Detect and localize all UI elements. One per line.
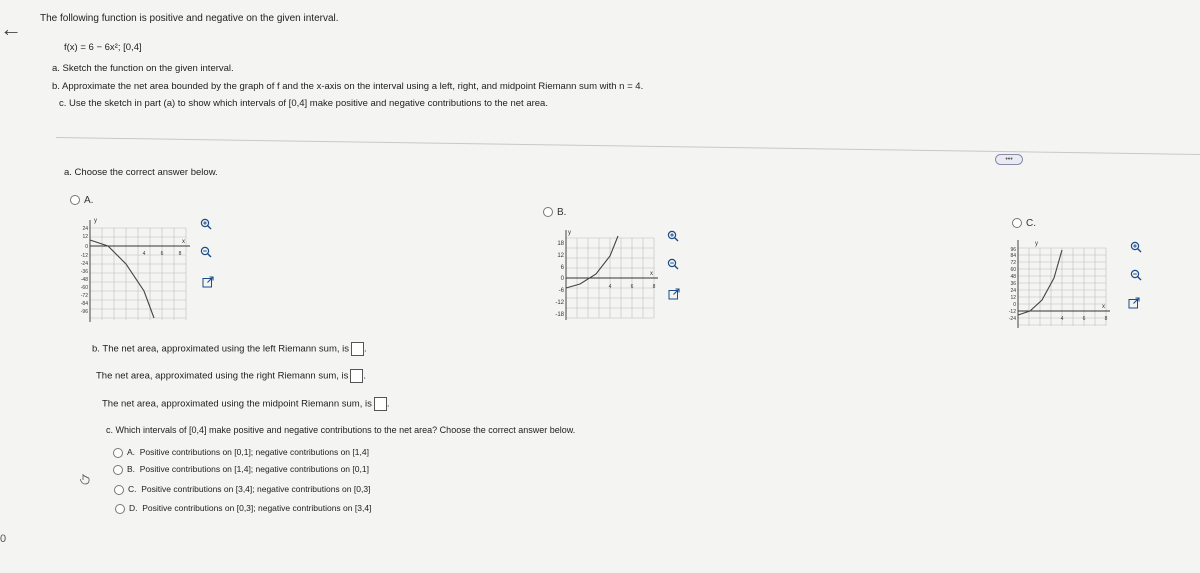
graph-a-ytick: -96 [80, 309, 88, 315]
graph-a-xtick: 6 [160, 251, 164, 257]
graph-b-xtick: 8 [652, 284, 656, 290]
part-a-instruction: a. Sketch the function on the given interval. [52, 63, 234, 74]
popout-icon[interactable] [1128, 297, 1140, 309]
graph-c-ytick: 36 [1010, 281, 1016, 287]
zoom-in-icon[interactable] [1130, 241, 1142, 253]
left-riemann-period: . [364, 343, 367, 355]
part-a-choose-label: a. Choose the correct answer below. [64, 167, 218, 178]
option-c-label: C. [1026, 218, 1036, 229]
part-c-option-a-radio[interactable] [113, 448, 123, 458]
graph-c-xtick: 8 [1104, 316, 1108, 322]
popout-icon[interactable] [668, 288, 680, 300]
part-c-instruction: c. Use the sketch in part (a) to show which intervals of [0,4] make positive and negative contributions to the net area. [59, 98, 548, 109]
graph-c-ytick: 72 [1010, 260, 1016, 266]
edge-label: 0 [0, 533, 7, 545]
graph-b-ytick: -18 [555, 312, 564, 318]
graph-b-ytick: 0 [560, 276, 564, 282]
graph-a [78, 210, 198, 324]
graph-a-ytick: -72 [80, 293, 88, 299]
graph-c-ytick: -24 [1008, 316, 1016, 322]
graph-b-x-axis-label: x [650, 271, 653, 277]
graph-c-ytick: 12 [1010, 295, 1016, 301]
graph-c-ytick: 84 [1010, 253, 1016, 259]
right-riemann-period: . [363, 370, 367, 382]
part-c-option-b-radio[interactable] [113, 465, 123, 475]
graph-a-ytick: 24 [82, 226, 88, 232]
problem-prompt: The following function is positive and negative on the given interval. [40, 13, 339, 24]
graph-a-ytick: -36 [80, 269, 88, 275]
part-c-question: c. Which intervals of [0,4] make positive and negative contributions to the net area? Choose the correct answer below. [106, 425, 576, 435]
graph-c-y-axis-label: y [1035, 241, 1038, 247]
graph-c-xtick: 4 [1060, 316, 1064, 322]
option-b[interactable] [543, 207, 566, 218]
graph-c-xtick: 6 [1082, 316, 1086, 322]
graph-b [540, 222, 664, 322]
part-c-option-a-label: A. [127, 447, 136, 457]
hand-cursor-icon [80, 473, 90, 485]
part-c-option-b[interactable] [113, 464, 369, 475]
right-riemann-line [96, 369, 366, 383]
graph-a-ytick: -84 [80, 301, 88, 307]
graph-c-ytick: -12 [1008, 309, 1016, 315]
option-a-label: A. [84, 195, 94, 206]
option-b-radio[interactable] [543, 207, 553, 217]
option-a-radio[interactable] [70, 195, 80, 205]
graph-b-xtick: 4 [608, 284, 612, 290]
graph-a-ytick: -60 [80, 285, 88, 291]
option-a[interactable] [70, 195, 93, 206]
graph-c [1002, 234, 1126, 334]
popout-icon[interactable] [202, 276, 214, 288]
option-b-label: B. [557, 207, 567, 218]
graph-c-ytick: 96 [1010, 247, 1016, 253]
graph-a-y-axis-label: y [94, 218, 97, 224]
graph-b-xtick: 6 [630, 284, 634, 290]
graph-b-ytick: 18 [557, 241, 564, 247]
graph-b-ytick: -12 [555, 300, 564, 306]
midpoint-riemann-label: The net area, approximated using the midpoint Riemann sum, is [102, 398, 372, 410]
zoom-out-icon[interactable] [1130, 269, 1142, 281]
part-c-option-b-text: Positive contributions on [1,4]; negative contributions on [0,1] [139, 464, 369, 474]
part-b-instruction: b. Approximate the net area bounded by the graph of f and the x-axis on the interval using a left, right, and midpoint Riemann sum with n = 4. [52, 81, 644, 92]
function-definition: f(x) = 6 − 6x²; [0,4] [64, 42, 142, 53]
part-c-option-a-text: Positive contributions on [0,1]; negative contributions on [1,4] [139, 447, 369, 457]
midpoint-riemann-answer-input[interactable] [374, 397, 387, 411]
left-riemann-line [92, 342, 367, 356]
graph-c-ytick: 48 [1010, 274, 1016, 280]
graph-a-ytick: 12 [82, 234, 88, 240]
graph-b-ytick: 12 [557, 253, 564, 259]
part-c-option-c-text: Positive contributions on [3,4]; negative contributions on [0,3] [141, 484, 371, 494]
part-c-option-d-text: Positive contributions on [0,3]; negative contributions on [3,4] [142, 503, 372, 513]
part-c-option-b-label: B. [127, 464, 136, 474]
left-riemann-answer-input[interactable] [351, 342, 364, 356]
back-arrow-icon[interactable]: ← [0, 16, 22, 41]
left-riemann-label: b. The net area, approximated using the left Riemann sum, is [92, 343, 349, 355]
zoom-in-icon[interactable] [667, 230, 679, 242]
graph-c-ytick: 24 [1010, 288, 1016, 294]
right-riemann-answer-input[interactable] [350, 369, 363, 383]
section-divider [56, 137, 1200, 155]
part-c-option-d[interactable] [115, 503, 371, 514]
zoom-in-icon[interactable] [200, 218, 212, 230]
graph-b-ytick: 6 [560, 265, 564, 271]
option-c[interactable] [1012, 218, 1036, 229]
graph-c-x-axis-label: x [1102, 304, 1105, 310]
midpoint-riemann-line [102, 397, 389, 411]
graph-a-ytick: -12 [80, 253, 88, 259]
option-c-radio[interactable] [1012, 218, 1022, 228]
part-c-option-d-radio[interactable] [115, 504, 125, 514]
graph-a-x-axis-label: x [182, 239, 185, 245]
right-riemann-label: The net area, approximated using the right Riemann sum, is [96, 370, 349, 382]
part-c-option-c-radio[interactable] [114, 485, 124, 495]
graph-a-ytick: 0 [85, 244, 88, 250]
graph-a-xtick: 8 [178, 251, 182, 257]
graph-a-ytick: -48 [80, 277, 88, 283]
zoom-out-icon[interactable] [667, 258, 679, 270]
graph-a-xtick: 4 [142, 251, 146, 257]
zoom-out-icon[interactable] [200, 246, 212, 258]
part-c-option-a[interactable] [113, 447, 369, 458]
graph-c-ytick: 60 [1010, 267, 1016, 273]
more-button[interactable]: ••• [995, 154, 1023, 165]
graph-b-y-axis-label: y [568, 230, 571, 236]
graph-b-ytick: -6 [558, 288, 564, 294]
graph-c-ytick: 0 [1013, 302, 1016, 308]
part-c-option-c-label: C. [128, 484, 137, 494]
part-c-option-c[interactable] [114, 484, 370, 495]
graph-a-ytick: -24 [80, 261, 88, 267]
midpoint-riemann-period: . [386, 398, 390, 410]
part-c-option-d-label: D. [129, 503, 138, 513]
